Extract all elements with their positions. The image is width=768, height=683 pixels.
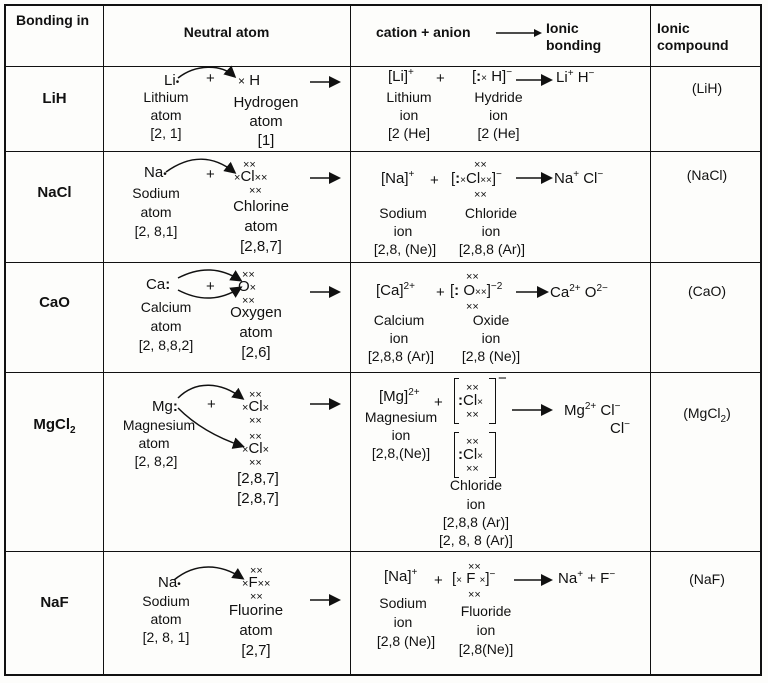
compound-name: LiH — [42, 90, 67, 107]
electron-crosses: ×× — [468, 561, 481, 573]
cation-name: Magnesium — [364, 409, 438, 425]
cation-name: Sodium — [379, 205, 427, 221]
plus-sign: + — [436, 70, 445, 87]
nonmetal-config-2: [2,8,7] — [237, 490, 279, 507]
cation-config: [2 (He] — [387, 125, 430, 141]
ionic-bonding-table — [4, 4, 762, 676]
metal-symbol: Na• — [144, 164, 167, 181]
anion-formula: [:× H]− — [472, 67, 513, 85]
anion-formula: [:×Cl××]− — [451, 169, 502, 187]
electron-crosses: ×× — [249, 431, 262, 443]
cation-config: [2,8,8 (Ar)] — [367, 348, 435, 364]
plus-sign: + — [206, 278, 215, 295]
electron-crosses: ×× — [243, 159, 256, 171]
electron-crosses: ×× — [249, 389, 262, 401]
nonmetal-atom-label: atom — [239, 324, 273, 341]
nonmetal-config: [2,8,7] — [237, 470, 279, 487]
header-ionic-compound: Ionic compound — [657, 20, 729, 53]
ionic-compound: (MgCl$_2$) — [683, 405, 731, 425]
cation-ion-label: ion — [393, 223, 413, 239]
anion-formula: :Cl× — [458, 392, 484, 409]
header-bonding-in: Bonding in — [16, 12, 90, 28]
cation-formula: [Li]+ — [388, 67, 414, 85]
anion-ion-label: ion — [481, 223, 501, 239]
electron-crosses: ×× — [466, 436, 479, 448]
metal-symbol: Na• — [158, 574, 181, 591]
compound-name: CaO — [39, 294, 70, 311]
ionic-compound: (NaCl) — [686, 167, 728, 183]
electron-transfer-arrow-icon — [178, 408, 242, 446]
anion-name: Chloride — [449, 477, 503, 493]
anion-formula-2: :Cl× — [458, 446, 484, 463]
product-formula: $Mg^{2+}$ Cl− — [564, 401, 621, 419]
metal-atom-label: atom — [150, 107, 182, 123]
nonmetal-atom-label: atom — [239, 622, 273, 639]
metal-atom-label: atom — [140, 204, 172, 220]
cation-formula: [Na]+ — [384, 567, 418, 585]
product-formula: $Ca^{2+}$ $O^{2-}$ — [550, 283, 608, 301]
cation-formula: $[Ca]^{2+}$ — [376, 281, 415, 299]
metal-name: Calcium — [140, 299, 192, 315]
nonmetal-config: [2,6] — [241, 344, 271, 361]
electron-transfer-arrow-icon — [178, 385, 242, 398]
anion-config-2: [2, 8, 8 (Ar)] — [439, 532, 513, 548]
product-formula: Na+ + F− — [558, 569, 616, 587]
electron-crosses: ×× — [466, 409, 479, 421]
plus-sign: + — [434, 572, 443, 589]
anion-formula: [× F ×]− — [452, 569, 496, 587]
metal-config: [2, 1] — [150, 125, 182, 141]
electron-crosses: ×× — [466, 271, 479, 283]
electron-crosses: ×× — [474, 159, 487, 171]
anion-config: [2,8,8 (Ar)] — [442, 514, 510, 530]
metal-symbol: Mg: — [152, 398, 178, 415]
plus-sign: + — [206, 166, 215, 183]
anion-name: Oxide — [472, 312, 510, 328]
electron-crosses: ×× — [474, 189, 487, 201]
cation-name: Sodium — [379, 595, 427, 611]
product-formula: Li+ H− — [556, 68, 595, 86]
electron-crosses: ×× — [250, 565, 263, 577]
metal-config: [2, 8,2] — [134, 453, 178, 469]
nonmetal-config: [1] — [257, 132, 275, 149]
electron-crosses: ×× — [249, 185, 262, 197]
electron-crosses: ×× — [466, 382, 479, 394]
metal-config: [2, 8,8,2] — [138, 337, 194, 353]
nonmetal-config: [2,7] — [241, 642, 271, 659]
cation-ion-label: ion — [391, 427, 411, 443]
nonmetal-symbol-2: ×Cl× — [242, 440, 270, 457]
ionic-compound: (LiH) — [691, 80, 723, 96]
electron-transfer-arrow-icon — [174, 567, 242, 580]
anion-name: Hydride — [474, 89, 523, 105]
plus-sign: + — [434, 394, 443, 411]
compound-name: NaF — [40, 594, 69, 611]
metal-symbol: Li• — [164, 72, 180, 89]
header-neutral-atom: Neutral atom — [183, 24, 270, 40]
ionic-compound: (NaF) — [689, 571, 725, 587]
electron-crosses: ×× — [468, 589, 481, 601]
nonmetal-atom-label: atom — [249, 113, 283, 130]
header-ionic-bonding: Ionic bonding — [546, 20, 602, 53]
cation-ion-label: ion — [399, 107, 419, 123]
electron-crosses: ×× — [242, 295, 255, 307]
cation-formula: [Na]+ — [381, 169, 415, 187]
nonmetal-name: Hydrogen — [233, 94, 299, 111]
anion-ion-label: ion — [466, 496, 486, 512]
nonmetal-name: Oxygen — [230, 304, 282, 321]
anion-config: [2 (He] — [477, 125, 520, 141]
cation-config: [2,8, (Ne)] — [373, 241, 437, 257]
cation-name: Calcium — [373, 312, 425, 328]
anion-charge: − — [498, 370, 507, 387]
nonmetal-name: Fluorine — [228, 602, 284, 619]
anion-name: Chloride — [464, 205, 518, 221]
anion-config: [2,8(Ne)] — [458, 641, 514, 657]
product-formula: Na+ Cl− — [554, 169, 604, 187]
compound-name: NaCl — [37, 184, 72, 201]
metal-name: Sodium — [132, 185, 180, 201]
metal-config: [2, 8,1] — [134, 223, 178, 239]
metal-atom-label: atom — [138, 435, 170, 451]
electron-crosses: ×× — [466, 301, 479, 313]
metal-name: Lithium — [143, 89, 189, 105]
cation-name: Lithium — [386, 89, 432, 105]
metal-name: Sodium — [142, 593, 190, 609]
cation-ion-label: ion — [393, 614, 413, 630]
nonmetal-symbol: × H — [238, 72, 261, 89]
anion-ion-label: ion — [489, 107, 508, 123]
cation-ion-label: ion — [389, 330, 409, 346]
nonmetal-symbol: O× — [238, 278, 257, 295]
nonmetal-symbol: ×F×× — [242, 574, 271, 591]
electron-crosses: ×× — [249, 415, 262, 427]
compound-name: MgCl$_2$ — [33, 416, 76, 436]
metal-atom-label: atom — [150, 611, 182, 627]
nonmetal-config: [2,8,7] — [240, 238, 282, 255]
nonmetal-symbol: ×Cl× — [242, 398, 270, 415]
anion-formula: [: O××]$^{-2}$ — [450, 281, 503, 299]
electron-crosses: ×× — [466, 463, 479, 475]
electron-crosses: ×× — [250, 591, 263, 603]
plus-sign: + — [207, 396, 216, 413]
anion-name: Fluoride — [460, 603, 512, 619]
plus-sign: + — [436, 284, 445, 301]
electron-transfer-arrow-icon — [178, 67, 234, 78]
anion-ion-label: ion — [476, 622, 496, 638]
electron-transfer-arrow-icon — [178, 270, 240, 280]
nonmetal-atom-label: atom — [244, 218, 278, 235]
electron-transfer-arrow-icon — [166, 159, 234, 172]
electron-transfer-arrow-icon — [178, 288, 240, 298]
metal-atom-label: atom — [150, 318, 182, 334]
electron-crosses: ×× — [249, 457, 262, 469]
product-formula-2: Cl− — [610, 419, 631, 437]
plus-sign: + — [430, 172, 439, 189]
cation-config: [2,8 (Ne)] — [376, 633, 436, 649]
reaction-arrows — [6, 6, 764, 678]
nonmetal-symbol: ×Cl×× — [234, 168, 268, 185]
nonmetal-name: Chlorine — [233, 198, 289, 215]
metal-config: [2, 8, 1] — [142, 629, 190, 645]
cation-formula: $[Mg]^{2+}$ — [379, 387, 420, 405]
anion-config: [2,8,8 (Ar)] — [458, 241, 526, 257]
electron-crosses: ×× — [242, 269, 255, 281]
metal-symbol: Ca: — [146, 276, 171, 293]
plus-sign: + — [206, 70, 215, 87]
anion-ion-label: ion — [481, 330, 501, 346]
header-cation-anion: cation + anion — [376, 24, 471, 40]
anion-config: [2,8 (Ne)] — [461, 348, 521, 364]
metal-name: Magnesium — [122, 417, 196, 433]
cation-config: [2,8,(Ne)] — [371, 445, 431, 461]
ionic-compound: (CaO) — [687, 283, 727, 299]
